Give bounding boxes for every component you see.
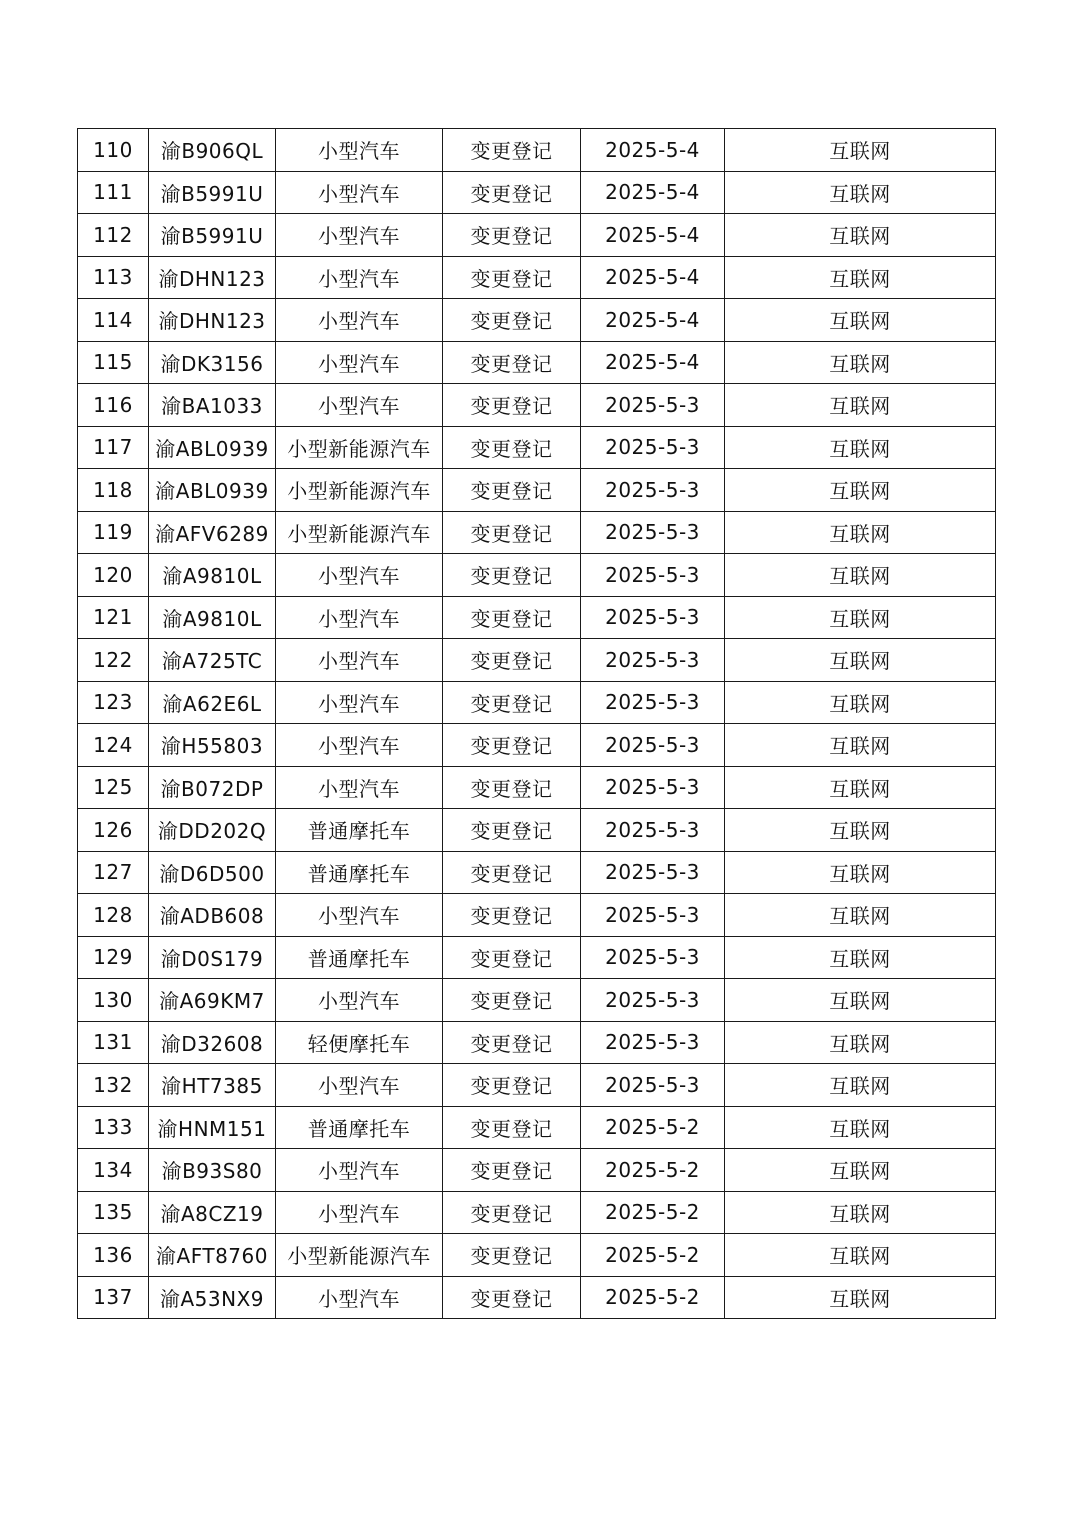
business-type-cell: 变更登记 [443, 1234, 581, 1277]
channel-cell: 互联网 [725, 1021, 996, 1064]
business-type-cell: 变更登记 [443, 1106, 581, 1149]
row-number-cell: 129 [78, 936, 149, 979]
date-cell: 2025-5-3 [581, 511, 725, 554]
row-number-cell: 136 [78, 1234, 149, 1277]
channel-cell: 互联网 [725, 299, 996, 342]
channel-cell: 互联网 [725, 851, 996, 894]
date-cell: 2025-5-2 [581, 1234, 725, 1277]
vehicle-type-cell: 小型汽车 [276, 256, 443, 299]
vehicle-type-cell: 小型汽车 [276, 1191, 443, 1234]
date-cell: 2025-5-2 [581, 1191, 725, 1234]
date-cell: 2025-5-3 [581, 384, 725, 427]
plate-number-cell: 渝D32608 [149, 1021, 276, 1064]
row-number-cell: 123 [78, 681, 149, 724]
table-row [78, 851, 996, 894]
business-type-cell: 变更登记 [443, 341, 581, 384]
row-number-cell: 127 [78, 851, 149, 894]
channel-cell: 互联网 [725, 384, 996, 427]
channel-cell: 互联网 [725, 214, 996, 257]
plate-number-cell: 渝A69KM7 [149, 979, 276, 1022]
date-cell: 2025-5-3 [581, 1064, 725, 1107]
table-row [78, 766, 996, 809]
row-number-cell: 126 [78, 809, 149, 852]
date-cell: 2025-5-3 [581, 979, 725, 1022]
row-number-cell: 111 [78, 171, 149, 214]
date-cell: 2025-5-3 [581, 554, 725, 597]
plate-number-cell: 渝A62E6L [149, 681, 276, 724]
plate-number-cell: 渝DK3156 [149, 341, 276, 384]
row-number-cell: 130 [78, 979, 149, 1022]
records-table [77, 128, 996, 1319]
vehicle-type-cell: 小型汽车 [276, 214, 443, 257]
date-cell: 2025-5-3 [581, 851, 725, 894]
business-type-cell: 变更登记 [443, 469, 581, 512]
business-type-cell: 变更登记 [443, 1064, 581, 1107]
business-type-cell: 变更登记 [443, 171, 581, 214]
vehicle-type-cell: 普通摩托车 [276, 851, 443, 894]
vehicle-type-cell: 小型新能源汽车 [276, 511, 443, 554]
date-cell: 2025-5-4 [581, 171, 725, 214]
channel-cell: 互联网 [725, 979, 996, 1022]
channel-cell: 互联网 [725, 171, 996, 214]
row-number-cell: 115 [78, 341, 149, 384]
table-row [78, 809, 996, 852]
vehicle-type-cell: 普通摩托车 [276, 936, 443, 979]
business-type-cell: 变更登记 [443, 1149, 581, 1192]
table-row [78, 894, 996, 937]
business-type-cell: 变更登记 [443, 809, 581, 852]
channel-cell: 互联网 [725, 341, 996, 384]
channel-cell: 互联网 [725, 1064, 996, 1107]
business-type-cell: 变更登记 [443, 894, 581, 937]
date-cell: 2025-5-2 [581, 1276, 725, 1319]
plate-number-cell: 渝AFV6289 [149, 511, 276, 554]
business-type-cell: 变更登记 [443, 681, 581, 724]
table-row [78, 129, 996, 172]
table-row [78, 1149, 996, 1192]
channel-cell: 互联网 [725, 1106, 996, 1149]
date-cell: 2025-5-3 [581, 809, 725, 852]
business-type-cell: 变更登记 [443, 596, 581, 639]
plate-number-cell: 渝B5991U [149, 171, 276, 214]
channel-cell: 互联网 [725, 1276, 996, 1319]
plate-number-cell: 渝DHN123 [149, 256, 276, 299]
plate-number-cell: 渝ABL0939 [149, 469, 276, 512]
vehicle-type-cell: 小型汽车 [276, 724, 443, 767]
date-cell: 2025-5-3 [581, 936, 725, 979]
business-type-cell: 变更登记 [443, 426, 581, 469]
date-cell: 2025-5-2 [581, 1149, 725, 1192]
table-row [78, 936, 996, 979]
vehicle-type-cell: 小型新能源汽车 [276, 469, 443, 512]
row-number-cell: 125 [78, 766, 149, 809]
plate-number-cell: 渝DD202Q [149, 809, 276, 852]
channel-cell: 互联网 [725, 809, 996, 852]
table-row [78, 299, 996, 342]
row-number-cell: 117 [78, 426, 149, 469]
row-number-cell: 135 [78, 1191, 149, 1234]
vehicle-type-cell: 小型新能源汽车 [276, 1234, 443, 1277]
table-row [78, 596, 996, 639]
plate-number-cell: 渝B906QL [149, 129, 276, 172]
vehicle-type-cell: 普通摩托车 [276, 1106, 443, 1149]
row-number-cell: 132 [78, 1064, 149, 1107]
row-number-cell: 124 [78, 724, 149, 767]
table-row [78, 1276, 996, 1319]
table-row [78, 639, 996, 682]
plate-number-cell: 渝D0S179 [149, 936, 276, 979]
row-number-cell: 113 [78, 256, 149, 299]
table-row [78, 426, 996, 469]
business-type-cell: 变更登记 [443, 766, 581, 809]
date-cell: 2025-5-3 [581, 596, 725, 639]
row-number-cell: 118 [78, 469, 149, 512]
vehicle-type-cell: 小型汽车 [276, 384, 443, 427]
row-number-cell: 116 [78, 384, 149, 427]
vehicle-type-cell: 小型汽车 [276, 596, 443, 639]
channel-cell: 互联网 [725, 511, 996, 554]
channel-cell: 互联网 [725, 1234, 996, 1277]
vehicle-type-cell: 小型汽车 [276, 129, 443, 172]
date-cell: 2025-5-3 [581, 426, 725, 469]
channel-cell: 互联网 [725, 256, 996, 299]
channel-cell: 互联网 [725, 681, 996, 724]
plate-number-cell: 渝AFT8760 [149, 1234, 276, 1277]
row-number-cell: 134 [78, 1149, 149, 1192]
table-row [78, 341, 996, 384]
channel-cell: 互联网 [725, 936, 996, 979]
business-type-cell: 变更登记 [443, 851, 581, 894]
plate-number-cell: 渝A725TC [149, 639, 276, 682]
vehicle-type-cell: 小型新能源汽车 [276, 426, 443, 469]
channel-cell: 互联网 [725, 1191, 996, 1234]
business-type-cell: 变更登记 [443, 936, 581, 979]
channel-cell: 互联网 [725, 426, 996, 469]
date-cell: 2025-5-3 [581, 894, 725, 937]
plate-number-cell: 渝A8CZ19 [149, 1191, 276, 1234]
vehicle-type-cell: 轻便摩托车 [276, 1021, 443, 1064]
row-number-cell: 137 [78, 1276, 149, 1319]
plate-number-cell: 渝HT7385 [149, 1064, 276, 1107]
table-row [78, 979, 996, 1022]
table-row [78, 171, 996, 214]
vehicle-type-cell: 小型汽车 [276, 766, 443, 809]
row-number-cell: 114 [78, 299, 149, 342]
table-row [78, 1191, 996, 1234]
plate-number-cell: 渝B5991U [149, 214, 276, 257]
business-type-cell: 变更登记 [443, 639, 581, 682]
channel-cell: 互联网 [725, 554, 996, 597]
plate-number-cell: 渝B93S80 [149, 1149, 276, 1192]
channel-cell: 互联网 [725, 639, 996, 682]
vehicle-type-cell: 小型汽车 [276, 894, 443, 937]
plate-number-cell: 渝ADB608 [149, 894, 276, 937]
business-type-cell: 变更登记 [443, 214, 581, 257]
records-table-body [78, 129, 996, 1319]
table-row [78, 1234, 996, 1277]
business-type-cell: 变更登记 [443, 511, 581, 554]
plate-number-cell: 渝BA1033 [149, 384, 276, 427]
row-number-cell: 122 [78, 639, 149, 682]
row-number-cell: 119 [78, 511, 149, 554]
row-number-cell: 120 [78, 554, 149, 597]
plate-number-cell: 渝A9810L [149, 596, 276, 639]
vehicle-type-cell: 小型汽车 [276, 554, 443, 597]
vehicle-type-cell: 小型汽车 [276, 639, 443, 682]
vehicle-type-cell: 小型汽车 [276, 979, 443, 1022]
date-cell: 2025-5-4 [581, 129, 725, 172]
business-type-cell: 变更登记 [443, 299, 581, 342]
table-row [78, 384, 996, 427]
vehicle-type-cell: 小型汽车 [276, 341, 443, 384]
date-cell: 2025-5-3 [581, 639, 725, 682]
vehicle-type-cell: 小型汽车 [276, 299, 443, 342]
date-cell: 2025-5-4 [581, 341, 725, 384]
table-row [78, 256, 996, 299]
vehicle-type-cell: 普通摩托车 [276, 809, 443, 852]
vehicle-type-cell: 小型汽车 [276, 1276, 443, 1319]
channel-cell: 互联网 [725, 129, 996, 172]
date-cell: 2025-5-4 [581, 214, 725, 257]
row-number-cell: 133 [78, 1106, 149, 1149]
table-row [78, 1106, 996, 1149]
date-cell: 2025-5-3 [581, 724, 725, 767]
channel-cell: 互联网 [725, 1149, 996, 1192]
plate-number-cell: 渝A9810L [149, 554, 276, 597]
channel-cell: 互联网 [725, 596, 996, 639]
table-row [78, 469, 996, 512]
channel-cell: 互联网 [725, 469, 996, 512]
plate-number-cell: 渝ABL0939 [149, 426, 276, 469]
business-type-cell: 变更登记 [443, 256, 581, 299]
date-cell: 2025-5-3 [581, 681, 725, 724]
table-row [78, 554, 996, 597]
business-type-cell: 变更登记 [443, 724, 581, 767]
table-row [78, 214, 996, 257]
date-cell: 2025-5-3 [581, 1021, 725, 1064]
channel-cell: 互联网 [725, 724, 996, 767]
row-number-cell: 128 [78, 894, 149, 937]
vehicle-type-cell: 小型汽车 [276, 681, 443, 724]
business-type-cell: 变更登记 [443, 1276, 581, 1319]
table-row [78, 511, 996, 554]
row-number-cell: 121 [78, 596, 149, 639]
vehicle-type-cell: 小型汽车 [276, 1149, 443, 1192]
date-cell: 2025-5-4 [581, 299, 725, 342]
business-type-cell: 变更登记 [443, 129, 581, 172]
plate-number-cell: 渝B072DP [149, 766, 276, 809]
row-number-cell: 112 [78, 214, 149, 257]
plate-number-cell: 渝A53NX9 [149, 1276, 276, 1319]
table-row [78, 1064, 996, 1107]
plate-number-cell: 渝D6D500 [149, 851, 276, 894]
business-type-cell: 变更登记 [443, 554, 581, 597]
row-number-cell: 110 [78, 129, 149, 172]
table-row [78, 681, 996, 724]
date-cell: 2025-5-3 [581, 766, 725, 809]
table-row [78, 1021, 996, 1064]
date-cell: 2025-5-4 [581, 256, 725, 299]
plate-number-cell: 渝HNM151 [149, 1106, 276, 1149]
row-number-cell: 131 [78, 1021, 149, 1064]
business-type-cell: 变更登记 [443, 1191, 581, 1234]
channel-cell: 互联网 [725, 894, 996, 937]
date-cell: 2025-5-3 [581, 469, 725, 512]
business-type-cell: 变更登记 [443, 979, 581, 1022]
vehicle-type-cell: 小型汽车 [276, 1064, 443, 1107]
vehicle-type-cell: 小型汽车 [276, 171, 443, 214]
date-cell: 2025-5-2 [581, 1106, 725, 1149]
plate-number-cell: 渝DHN123 [149, 299, 276, 342]
business-type-cell: 变更登记 [443, 384, 581, 427]
table-row [78, 724, 996, 767]
plate-number-cell: 渝H55803 [149, 724, 276, 767]
business-type-cell: 变更登记 [443, 1021, 581, 1064]
channel-cell: 互联网 [725, 766, 996, 809]
